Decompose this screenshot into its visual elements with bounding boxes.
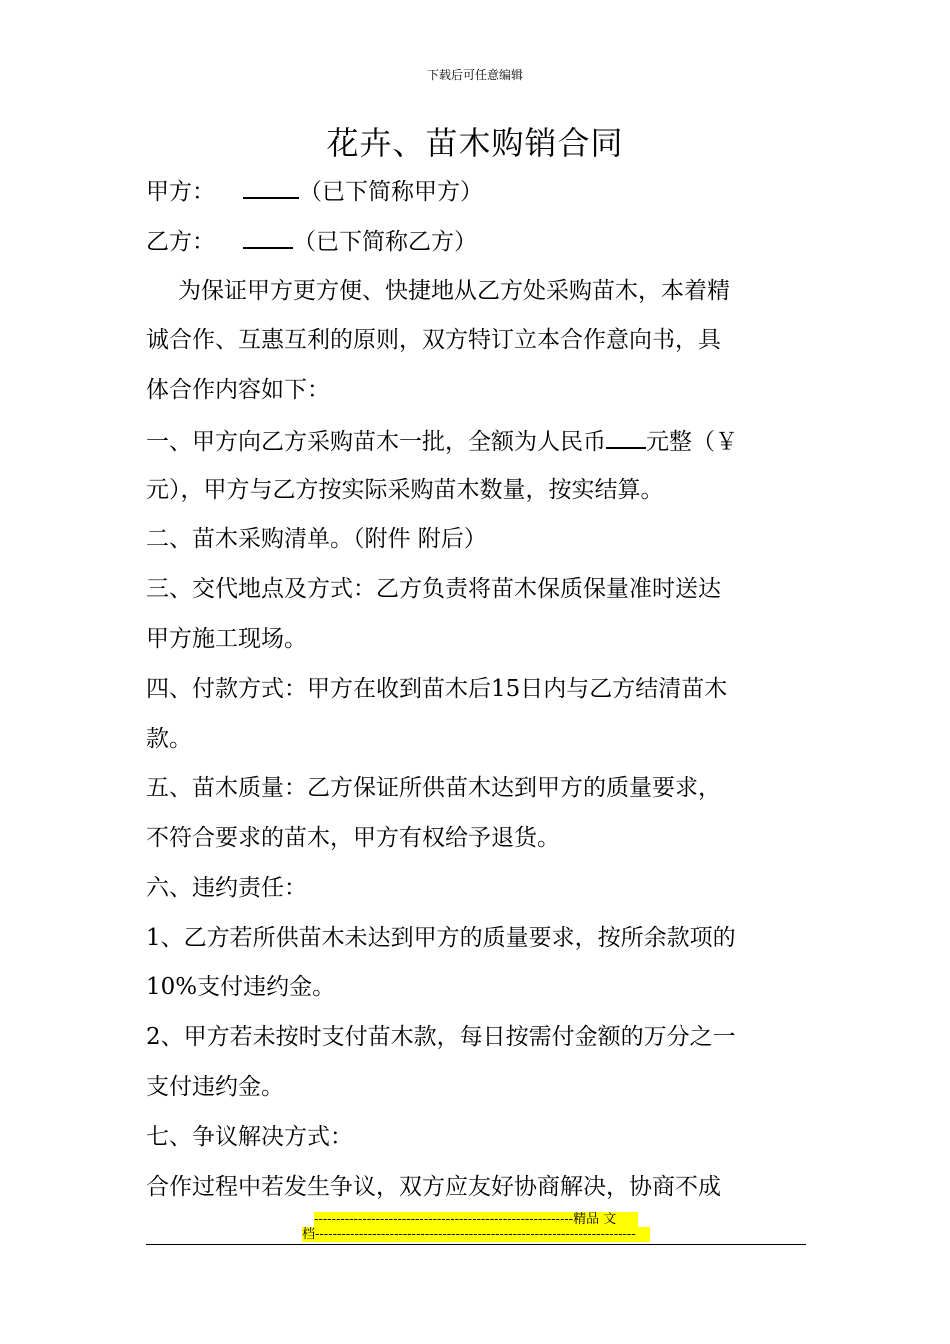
paragraph-line: 三、交代地点及方式：乙方负责将苗木保质保量准时送达 (146, 576, 721, 602)
paragraph-line: 元），甲方与乙方按实际采购苗木数量，按实结算。 (146, 477, 664, 503)
paragraph-line: 不符合要求的苗木，甲方有权给予退货。 (146, 825, 560, 851)
clause-1-text: 一、甲方向乙方采购苗木一批，全额为人民币 (146, 429, 606, 455)
party-b-note: （已下简称乙方） (293, 229, 477, 255)
paragraph-line: 10%支付违约金。 (146, 974, 336, 1000)
header-note: 下载后可任意编辑 (426, 68, 523, 82)
paragraph-line: 1、乙方若所供苗木未达到甲方的质量要求，按所余款项的 (146, 925, 736, 951)
paragraph-line: 体合作内容如下： (146, 377, 330, 403)
paragraph-line: 合作过程中若发生争议，双方应友好协商解决，协商不成 (146, 1174, 721, 1200)
footer-watermark-line-2: 档------------------------------------------------------------------------- (302, 1227, 650, 1242)
paragraph-line: 五、苗木质量：乙方保证所供苗木达到甲方的质量要求， (146, 775, 721, 801)
paragraph-line: 七、争议解决方式： (146, 1124, 353, 1150)
paragraph-line: 为保证甲方更方便、快捷地从乙方处采购苗木，本着精 (178, 278, 730, 304)
paragraph-line: 诚合作、互惠互利的原则，双方特订立本合作意向书，具 (146, 327, 721, 353)
document-title: 花卉、苗木购销合同 (326, 124, 624, 162)
footer-rule (146, 1244, 806, 1245)
party-a-label: 甲方： (146, 179, 215, 205)
paragraph-line: 甲方施工现场。 (146, 626, 307, 652)
paragraph-line: 2、甲方若未按时支付苗木款，每日按需付金额的万分之一 (146, 1024, 736, 1050)
footer-watermark-line-1: -----------------------------------------------------------精品 文 (314, 1212, 638, 1227)
clause-1-line (146, 425, 738, 457)
party-a-line (146, 175, 483, 207)
paragraph-line: 支付违约金。 (146, 1074, 284, 1100)
paragraph-line: 二、苗木采购清单。（附件 附后） (146, 526, 487, 552)
party-b-label: 乙方： (146, 229, 215, 255)
party-a-note: （已下简称甲方） (299, 179, 483, 205)
party-a-blank (243, 175, 299, 199)
paragraph-line: 六、违约责任： (146, 875, 307, 901)
amount-blank (606, 425, 646, 449)
clause-1-text-end: 元整（￥ (646, 429, 738, 455)
paragraph-line: 款。 (146, 726, 192, 752)
paragraph-line: 四、付款方式：甲方在收到苗木后15日内与乙方结清苗木 (146, 676, 728, 702)
party-b-blank (243, 225, 293, 249)
party-b-line (146, 225, 477, 257)
